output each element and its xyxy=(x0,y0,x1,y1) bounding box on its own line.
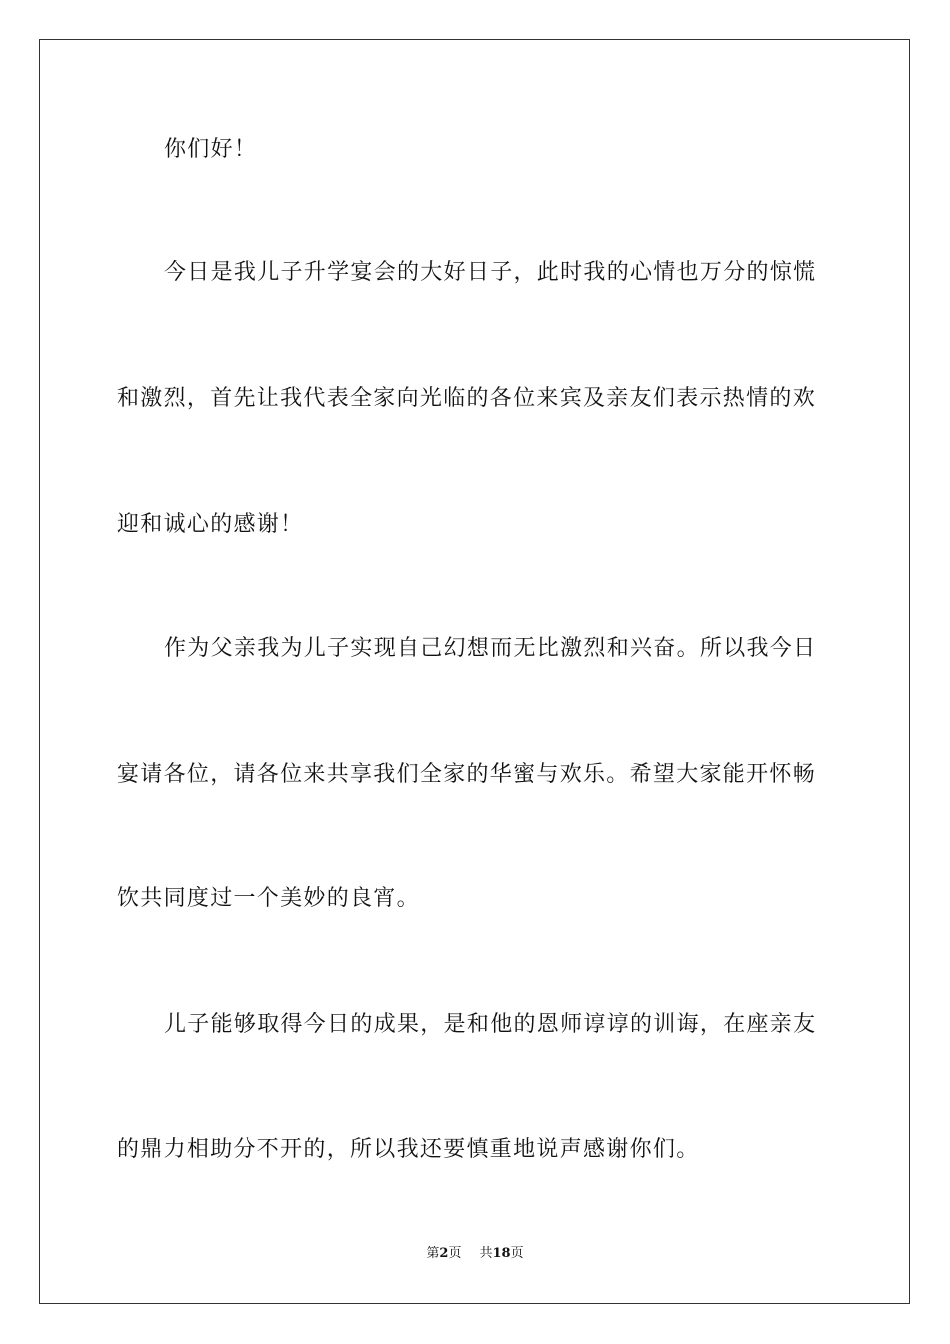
footer-total-suffix: 页 xyxy=(510,1246,524,1261)
page-border xyxy=(39,39,910,1304)
paragraph-1-line-2: 和激烈，首先让我代表全家向光临的各位来宾及亲友们表示热情的欢 xyxy=(117,386,817,411)
paragraph-greeting: 你们好！ xyxy=(164,137,258,162)
paragraph-3-line-2: 的鼎力相助分不开的，所以我还要慎重地说声感谢你们。 xyxy=(117,1137,700,1162)
paragraph-1-line-3: 迎和诚心的感谢！ xyxy=(117,512,304,537)
footer-page-suffix: 页 xyxy=(448,1246,462,1261)
footer-page-number: 2 xyxy=(439,1246,449,1261)
footer-total-prefix: 共 xyxy=(479,1246,493,1261)
paragraph-2-line-1: 作为父亲我为儿子实现自己幻想而无比激烈和兴奋。所以我今日 xyxy=(164,636,817,661)
page-footer xyxy=(0,1245,950,1263)
paragraph-2-line-2: 宴请各位，请各位来共享我们全家的华蜜与欢乐。希望大家能开怀畅 xyxy=(117,762,817,787)
footer-page-prefix: 第 xyxy=(426,1246,440,1261)
footer-total-number: 18 xyxy=(492,1246,511,1261)
paragraph-2-line-3: 饮共同度过一个美妙的良宵。 xyxy=(117,886,420,911)
paragraph-3-line-1: 儿子能够取得今日的成果，是和他的恩师谆谆的训诲，在座亲友 xyxy=(164,1012,817,1037)
paragraph-1-line-1: 今日是我儿子升学宴会的大好日子，此时我的心情也万分的惊慌 xyxy=(164,260,817,285)
